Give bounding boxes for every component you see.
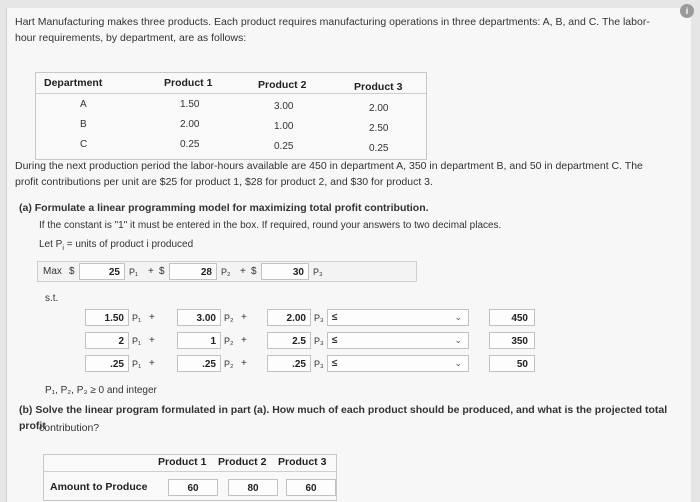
constraint-1-coef-p1[interactable]: 1.50 [85,309,129,326]
max-label: Max [43,266,62,277]
chevron-down-icon: ⌄ [454,312,462,322]
table-header-divider [36,93,426,94]
var-p1: P₁ [132,359,142,369]
var-p2: P₂ [224,313,234,323]
column-header-product-2: Product 2 [218,456,267,468]
plus-sign: + [149,335,155,346]
table-cell: 2.50 [369,123,389,134]
var-p3: P₃ [314,313,324,323]
column-header-product-3: Product 3 [278,456,327,468]
table-cell: C [80,139,88,150]
var-p1: P₁ [132,336,142,346]
dollar-sign: $ [159,266,165,277]
part-a-title: (a) Formulate a linear programming model for maximizing total profit contribution. [19,202,429,214]
problem-page [6,8,691,502]
table-cell: 0.25 [274,141,294,152]
var-p1: P₁ [129,267,139,277]
intro-line-1: Hart Manufacturing makes three products. Each product requires manufacturing operations in three departments: A, B, and C. The labor- [15,16,650,28]
variable-definition [39,237,193,257]
objective-coefficient-p2[interactable]: 28 [169,263,217,280]
table-header-divider [44,471,336,472]
part-b-title [19,402,691,434]
amount-to-produce-table [43,454,337,501]
table-cell: 1.50 [180,99,200,110]
constraint-2-relation-select[interactable] [327,332,469,349]
table-cell: 0.25 [180,139,200,150]
plus-sign: + [241,335,247,346]
availability-line-1: During the next production period the labor-hours available are 450 in department A, 350 in department B, and 50 in department C. The [15,160,643,172]
var-p3: P₃ [314,336,324,346]
amount-product-2-input[interactable]: 80 [228,479,278,496]
plus-sign: + [241,312,247,323]
table-cell: 0.25 [369,143,389,154]
relation-value: ≤ [332,335,338,346]
let-rest-text: = units of product i produced [63,239,194,250]
constraint-2-coef-p2[interactable]: 1 [177,332,221,349]
relation-value: ≤ [332,312,338,323]
chevron-down-icon: ⌄ [454,335,462,345]
constraint-1-coef-p2[interactable]: 3.00 [177,309,221,326]
nonnegativity-constraint: P₁, P₂, P₃ ≥ 0 and integer [45,385,157,396]
constraint-1-relation-select[interactable] [327,309,469,326]
dollar-sign: $ [251,266,257,277]
let-text: Let P [39,239,63,250]
let-subscript: i [62,245,64,252]
plus-sign: + [148,266,154,277]
objective-coefficient-p1[interactable]: 25 [79,263,125,280]
constraint-1-rhs[interactable]: 450 [489,309,535,326]
table-cell: A [80,99,87,110]
plus-sign: + [241,358,247,369]
var-p1: P₁ [132,313,142,323]
constraint-2-coef-p3[interactable]: 2.5 [267,332,311,349]
constraint-3-coef-p2[interactable]: .25 [177,355,221,372]
info-icon[interactable]: i [680,4,694,18]
var-p3: P₃ [314,359,324,369]
table-cell: 3.00 [274,101,294,112]
part-a-instruction: If the constant is "1" it must be entered in the box. If required, round your answers to two decimal places. [39,220,502,231]
row-label-amount-to-produce: Amount to Produce [50,481,148,493]
plus-sign: + [240,266,246,277]
column-header-product-1: Product 1 [164,77,213,89]
constraint-1-coef-p3[interactable]: 2.00 [267,309,311,326]
intro-line-2: hour requirements, by department, are as follows: [15,32,247,44]
constraint-2-coef-p1[interactable]: 2 [85,332,129,349]
column-header-product-2: Product 2 [258,79,307,91]
var-p2: P₂ [224,336,234,346]
table-cell: 2.00 [180,119,200,130]
column-header-product-1: Product 1 [158,456,207,468]
relation-value: ≤ [332,358,338,369]
amount-product-1-input[interactable]: 60 [168,479,218,496]
constraint-3-coef-p3[interactable]: .25 [267,355,311,372]
objective-coefficient-p3[interactable]: 30 [261,263,309,280]
availability-line-2: profit contributions per unit are $25 for product 1, $28 for product 2, and $30 for product 3. [15,176,433,188]
plus-sign: + [149,312,155,323]
dollar-sign: $ [69,266,75,277]
plus-sign: + [149,358,155,369]
amount-product-3-input[interactable]: 60 [286,479,336,496]
labor-hours-table [35,72,427,160]
column-header-product-3: Product 3 [354,81,403,93]
column-header-department: Department [44,77,103,89]
var-p3: P₃ [313,267,323,277]
table-cell: B [80,119,87,130]
constraint-3-coef-p1[interactable]: .25 [85,355,129,372]
table-cell: 1.00 [274,121,294,132]
subject-to-label: s.t. [45,293,59,304]
constraint-3-relation-select[interactable] [327,355,469,372]
chevron-down-icon: ⌄ [454,358,462,368]
var-p2: P₂ [224,359,234,369]
part-b-title-line-1: (b) Solve the linear program formulated in part (a). How much of each product should be produced, and what is the projected total profit [19,404,668,432]
constraint-3-rhs[interactable]: 50 [489,355,535,372]
table-cell: 2.00 [369,103,389,114]
var-p2: P₂ [221,267,231,277]
constraint-2-rhs[interactable]: 350 [489,332,535,349]
part-b-title-line-2: contribution? [39,422,100,434]
